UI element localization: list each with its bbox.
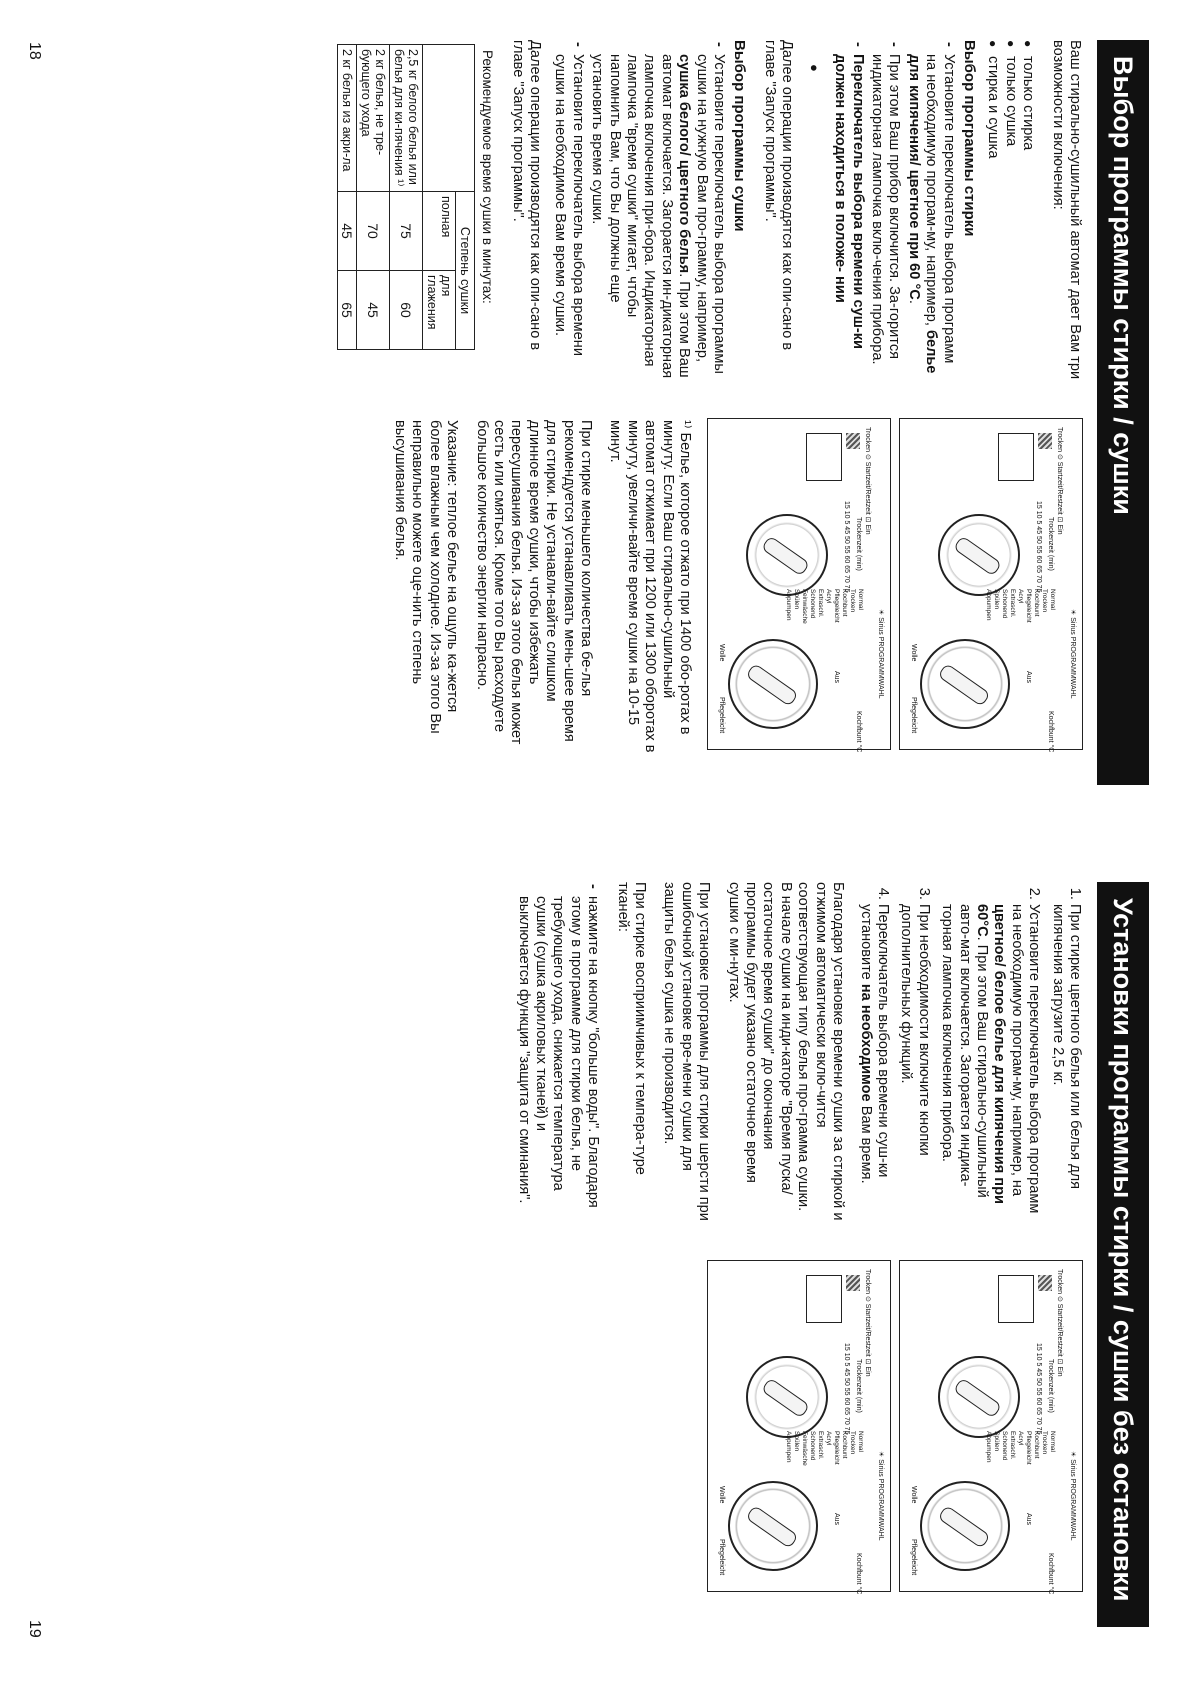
wash-heading: Выбор программы стирки [960,40,978,237]
program-label: Schonend [1001,1431,1008,1461]
table-column-header: полная [422,192,455,271]
drying-time-dial [938,514,1020,596]
off-label: Aus [1025,1513,1032,1526]
step-bold: на необходимое [857,983,874,1102]
page-19 [0,842,1191,1685]
program-label: Kochbunt [841,1431,848,1459]
panel-start-label: Trocken ⊙ Startzeit/Restzeit ⊡ Ein [864,1269,871,1377]
table-row [337,45,356,350]
dial-knob-icon [761,1377,810,1418]
table-cell: 45 [356,271,389,350]
sun-logo-icon [1038,1275,1052,1291]
list-item: ● стирка и сушка [984,40,1001,380]
step-text: Переключатель выбора времени суш-ки должен находиться в положе- нии [832,54,866,349]
dial-knob-icon [953,535,1002,576]
program-label: Trocken [1041,1431,1048,1455]
list-item [868,40,903,380]
program-label: Pflegeleicht [833,589,840,623]
list-item: ● только стирка [1019,40,1036,380]
off-label: Aus [833,671,840,684]
dial-scale-label: 15 10 5 45 50 55 60 65 70 75 [1035,501,1042,593]
panel-start-label: Trocken ⊙ Startzeit/Restzeit ⊡ Ein [1056,1269,1063,1377]
program-label: Schonend [809,589,816,619]
dial-title-label: Trockenzeit (min) [1047,1359,1054,1413]
dial-knob-icon [745,1505,798,1549]
program-label: Spülen [793,1431,800,1452]
control-panel-illustration [899,418,1083,753]
step-text: При этом Ваш прибор включится. За-горится индикаторная лампочка вклю-чения прибора. [868,54,903,365]
step-bold: белье для кипячения/ цветное при 60 °C [905,54,940,374]
dial-knob-icon [937,663,990,707]
display-window [806,433,842,481]
panel-start-label: Trocken ⊙ Startzeit/Restzeit ⊡ Ein [1056,427,1063,535]
step-text: Вам время. [857,1101,874,1184]
footnote [606,420,693,755]
list-item: - нажмите на кнопку "больше воды". Благодаря этому в программе для стирки белья, не требующего ухода, снижается температура сушки (сушка акриловых тканей) и выключается функция "защита от сминания". [514,882,601,1222]
drying-time-dial [746,1356,828,1438]
program-list [984,589,1056,647]
program-label: Spülen [993,1431,1000,1452]
sun-logo-icon [1038,433,1052,449]
program-list [784,589,864,647]
left-text-column [506,882,1083,1222]
program-dial [728,639,818,729]
list-item [904,40,956,380]
step-text: При необходимости включите кнопки дополнительных функций. [898,904,932,1156]
para-wool: При установке программы для стирки шерсти при ошибочной установке вре-мени сушки для защиты белья сушка не производится. [661,882,713,1221]
table-row [389,45,422,350]
control-panel-illustration [899,1260,1083,1595]
program-label: Feinwäsche [801,1431,808,1466]
program-label: Spülen [993,589,1000,610]
step-text: Установите переключатель выбора программ на необходимую програм-му, например, на [1008,904,1043,1214]
program-list [984,1431,1056,1489]
program-label: Pflegeleicht [1025,1431,1032,1465]
table-cell: 60 [389,271,422,350]
wool-label: Wolle [718,644,725,662]
para-drying-auto: Благодаря установке времени сушки за стиркой и отжимом автоматически вклю-чится соответствующая типу белья про-грамма сушки. В начале сушки на инди-каторе "Время пуска/остаточное время сушки" до окончания программы будет указано остаточное время сушки с ми-нутах. [725,882,847,1221]
page-number: 19 [26,1620,43,1638]
step-bold: сушка белого/ цветного белья [676,54,693,274]
page-number: 18 [26,42,43,60]
display-window [806,1275,842,1323]
list-item: ● только сушка [1001,40,1018,380]
wool-label: Wolle [910,1486,917,1504]
control-panel-illustration [707,418,891,753]
dial-title-label: Trockenzeit (min) [855,1359,862,1413]
program-label: Abpumpen [985,589,992,621]
table-cell: 2,5 кг белого белья или белья для ки-пячения ¹⁾ [389,45,422,192]
step-text: . При этом Ваш стирально-сушильный авто-мат включается. Загорается индика-торная лампочка включения прибора. [939,904,990,1198]
program-label: Pflegeleicht [833,1431,840,1465]
program-label: Trocken [1041,589,1048,613]
wool-label: Wolle [718,1486,725,1504]
temp-label: Kochfbunt °C [1047,1553,1054,1595]
step-text: Установите переключатель выбора программ на необходимую програм-му, например, [923,54,957,364]
sub-steps [514,882,601,1222]
wash-note: Далее операции производятся как опи-сано в главе "Запуск программы". [761,40,796,351]
program-dial [920,1481,1010,1571]
program-label: Abpumpen [985,1431,992,1463]
footnote-text: Белье, которое отжато при 1400 обо-ротах в минуту. Если Ваш стирально-сушильный автомат отжимает при 1200 или 1300 оборотах в минуту, увеличи-вайте время сушки на 10-15 минут. [607,420,693,753]
dry-note: Далее операции производятся как опи-сано в главе "Запуск программы". [509,40,544,351]
table-cell: 65 [337,271,356,350]
table-corner [422,45,474,192]
program-label: Kochbunt [841,589,848,617]
intro-text: Ваш стирально-сушильный автомат дает Вам три возможности включения: [1049,40,1083,380]
easy-care-label: Pflegeleicht [718,697,725,734]
program-label: Trocken [849,1431,856,1455]
list-item [897,904,932,1222]
wool-label: Wolle [910,644,917,662]
list-item [938,904,1042,1222]
table-row [356,45,389,350]
left-text-column [337,40,1083,380]
table-cell: 75 [389,192,422,271]
sun-logo-icon [846,1275,860,1291]
right-text-column [379,420,694,755]
program-label: Spülen [793,589,800,610]
list-item [588,40,727,380]
temp-label: Kochfbunt °C [1047,711,1054,753]
program-label: Acryl [825,589,832,604]
panel-logo: ☀ Sirius PROGRAMMWAHL [1069,609,1076,699]
temp-label: Kochfbunt °C [855,1553,862,1595]
page-title: Выбор программы стирки / сушки [1097,40,1149,785]
program-dial [920,639,1010,729]
program-dial [728,1481,818,1571]
program-label: Pflegeleicht [1025,589,1032,623]
program-label: Extraschl. [1009,1431,1016,1460]
program-label: Normal [857,1431,864,1452]
program-label: Acryl [1017,1431,1024,1446]
dial-knob-icon [937,1505,990,1549]
list-item [551,40,586,380]
table-group-header: Степень сушки [455,192,474,350]
dial-scale-label: 15 10 5 45 50 55 60 65 70 75 [843,501,850,593]
control-panel-illustration [707,1260,891,1595]
easy-care-label: Pflegeleicht [910,697,917,734]
step-text: . [905,299,922,304]
options-list [984,40,1036,380]
step-text: Установите переключатель выбора программы сушки на нужную Вам про-грамму, например, [693,54,728,374]
program-label: Normal [1049,589,1056,610]
temp-label: Kochfbunt °C [855,711,862,753]
panel-logo: ☀ Sirius PROGRAMMWAHL [1069,1451,1076,1541]
dry-steps [551,40,727,380]
dial-knob-icon [761,535,810,576]
sun-logo-icon [846,433,860,449]
panel-logo: ☀ Sirius PROGRAMMWAHL [877,1451,884,1541]
dial-scale-label: 15 10 5 45 50 55 60 65 70 75 [1035,1343,1042,1435]
page-18 [0,0,1191,842]
table-column-header: для глажения [422,271,455,350]
step-text: Переключатель выбора времени суш-ки установите [857,904,891,1178]
hint-text: Указание: теплое белье на ощупь ка-жется более влажным чем холодное. Из-за этого Вы неправильно можете оце-нить степень высушивания белья. [391,420,461,734]
table-cell: 45 [337,192,356,271]
dial-title-label: Trockenzeit (min) [855,517,862,571]
table-caption: Рекомендуемое время сушки в минутах: [480,50,496,304]
dial-scale-label: 15 10 5 45 50 55 60 65 70 75 [843,1343,850,1435]
program-label: Schonend [809,1431,816,1461]
table-cell: 2 кг белья, не тре-бующего ухода [356,45,389,192]
page-title: Установки программы стирки / сушки без остановки [1097,882,1149,1627]
program-label: Acryl [825,1431,832,1446]
program-label: Normal [857,589,864,610]
dry-heading: Выбор программы сушки [731,40,749,232]
program-label: Abpumpen [785,589,792,621]
program-label: Trocken [849,589,856,613]
off-label: Aus [833,1513,840,1526]
step-text: . При этом Ваш автомат включается. Загорается ин-дикаторная лампочка включения при-бора. Индикаторная лампочка "время сушки" мигает, чтобы напомнить Вам, что Вы должны еще установить время сушки. [589,54,693,379]
program-label: Extraschl. [817,589,824,618]
drying-time-dial [746,514,828,596]
dial-knob-icon [953,1377,1002,1418]
small-load-text: При стирке меньшего количества бе-лья рекомендуется устанавливать мень-шее время для стирки. Не устанавли-вайте слишком длинное время сушки, чтобы избежать пересушивания белья. Из-за этого белья может сесть или смяться. Кроме того Вы расходуете большое количество энергии напрасно. [473,420,594,745]
drying-time-dial [938,1356,1020,1438]
program-list [784,1431,864,1489]
panel-logo: ☀ Sirius PROGRAMMWAHL [877,609,884,699]
dial-title-label: Trockenzeit (min) [1047,517,1054,571]
step-text: Установите переключатель выбора времени сушки на необходимое Вам время сушки. [552,54,586,357]
display-window [998,433,1034,481]
dial-knob-icon [745,663,798,707]
list-item [1048,904,1083,1222]
program-label: Abpumpen [785,1431,792,1463]
list-item [831,40,866,380]
program-label: Extraschl. [817,1431,824,1460]
panel-start-label: Trocken ⊙ Startzeit/Restzeit ⊡ Ein [864,427,871,535]
table-cell: 70 [356,192,389,271]
wash-steps [831,40,957,380]
list-item [856,904,891,1222]
step-text: При стирке цветного белья или белья для кипячения загрузите 2,5 кг. [1049,904,1083,1190]
step-bold: цветное/ белое белье для кипячения при 60°C [973,904,1008,1204]
footnote-mark: ¹⁾ [677,420,693,429]
off-label: Aus [1025,671,1032,684]
display-window [998,1275,1034,1323]
easy-care-label: Pflegeleicht [718,1539,725,1576]
drying-time-table [337,44,475,350]
program-label: Acryl [1017,589,1024,604]
program-label: Kochbunt [1033,589,1040,617]
bullet-dot-icon: ● [806,64,822,72]
easy-care-label: Pflegeleicht [910,1539,917,1576]
program-label: Normal [1049,1431,1056,1452]
program-label: Feinwäsche [801,589,808,624]
table-cell: 2 кг белья из акри-ла [337,45,356,192]
steps-list [856,882,1083,1222]
program-label: Schonend [1001,589,1008,619]
program-label: Extraschl. [1009,589,1016,618]
program-label: Kochbunt [1033,1431,1040,1459]
para-sensitive: При стирке восприимчивых к темпера-туре тканей: [614,882,649,1175]
